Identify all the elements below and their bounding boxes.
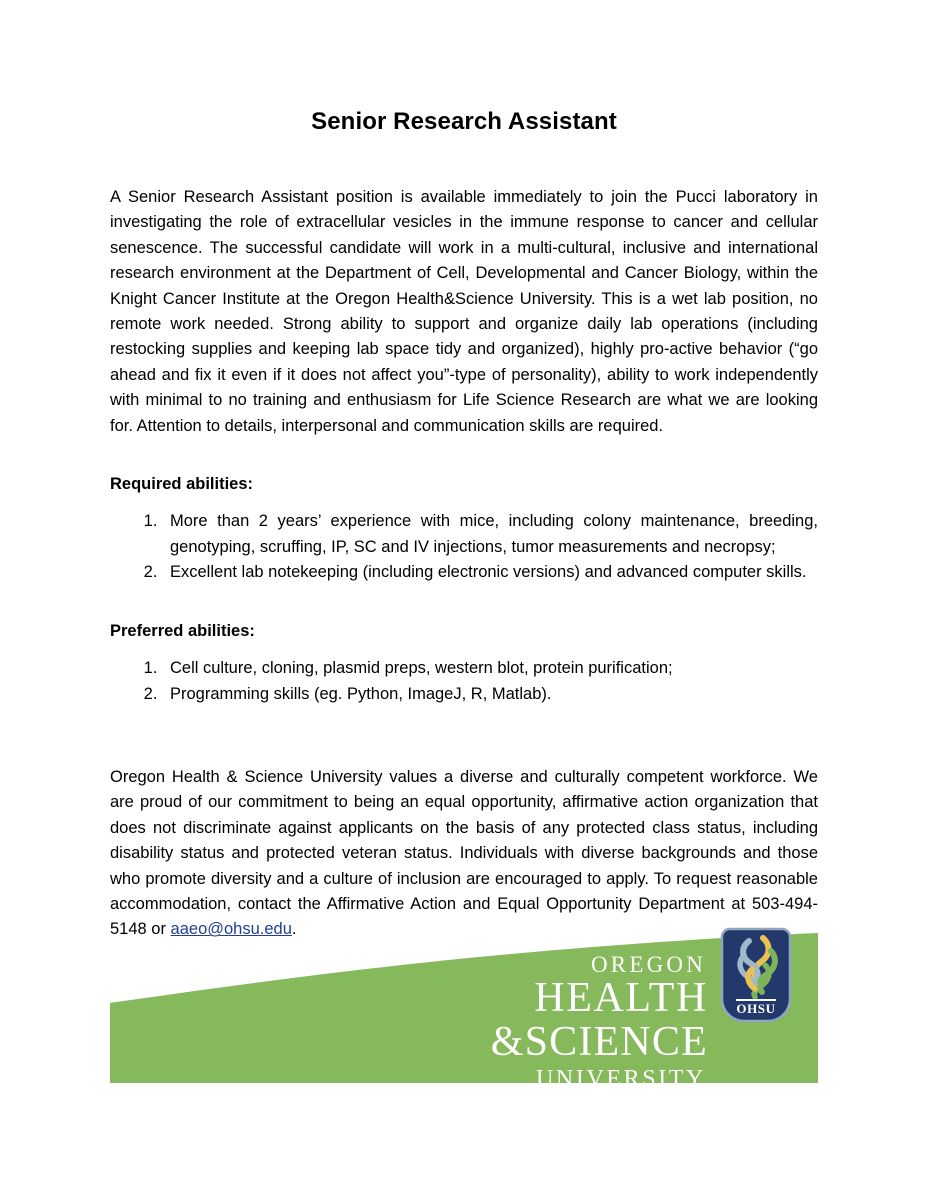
wordmark-line-health: HEALTH xyxy=(534,975,708,1021)
list-item: 1. More than 2 years’ experience with mice, including colony maintenance, breeding, genotyping, scruffing, IP, SC and IV injections, tumor measurements and necropsy; xyxy=(162,509,818,560)
eeo-text-tail: . xyxy=(291,920,297,939)
required-abilities-list xyxy=(110,509,818,585)
document-content xyxy=(110,0,818,1026)
list-item: 2. Excellent lab notekeeping (including electronic versions) and advanced computer skills. xyxy=(162,560,818,585)
wordmark-line-university: UNIVERSITY xyxy=(536,1066,706,1092)
eeo-paragraph xyxy=(110,765,818,943)
preferred-abilities-heading: Preferred abilities: xyxy=(110,621,255,640)
preferred-abilities-list xyxy=(110,656,818,707)
spacer xyxy=(110,644,818,656)
spacer xyxy=(110,707,818,740)
ohsu-footer-banner xyxy=(110,925,818,1092)
spacer xyxy=(110,740,818,765)
eeo-text: Oregon Health & Science University values a diverse and culturally competent workforce. We are proud of our commitment to being an equal opportunity, affirmative action organization that does not discriminate against applicants on the basis of any protected class status, including disability status and protected veteran status. Individuals with diverse backgrounds and those who promote diversity and a culture of inclusion are encouraged to apply. To request reasonable accommodation, contact the Affirmative Action and Equal Opportunity Department at 503-494-5148 or xyxy=(110,767,818,939)
ohsu-wordmark xyxy=(408,953,708,1091)
spacer xyxy=(110,497,818,509)
required-abilities-heading: Required abilities: xyxy=(110,475,254,494)
ohsu-shield-logo-icon xyxy=(718,925,794,1025)
aaeo-email-link[interactable]: aaeo@ohsu.edu xyxy=(170,920,292,939)
shield-badge-text: OHSU xyxy=(736,1001,776,1016)
list-item: 1. Cell culture, cloning, plasmid preps, western blot, protein purification; xyxy=(162,656,818,681)
wordmark-line-oregon: OREGON xyxy=(590,952,706,977)
spacer xyxy=(110,586,818,619)
spacer xyxy=(110,439,818,472)
intro-paragraph: A Senior Research Assistant position is available immediately to join the Pucci laboratory in investigating the role of extracellular vesicles in the immune response to cancer and cellular senescence. The successful candidate will work in a multi-cultural, inclusive and international research environment at the Department of Cell, Developmental and Cancer Biology, within the Knight Cancer Institute at the Oregon Health&Science University. This is a wet lab position, no remote work needed. Strong ability to support and organize daily lab operations (including restocking supplies and keeping lab space tidy and organized), highly pro-active behavior (“go ahead and fix it even if it does not affect you”-type of personality), ability to work independently with minimal to no training and enthusiasm for Life Science Research are what we are looking for. Attention to details, interpersonal and communication skills are required. xyxy=(110,188,818,435)
list-item: 2. Programming skills (eg. Python, ImageJ, R, Matlab). xyxy=(162,682,818,707)
wordmark-line-science: &SCIENCE xyxy=(490,1019,708,1065)
page-title: Senior Research Assistant xyxy=(311,108,617,135)
